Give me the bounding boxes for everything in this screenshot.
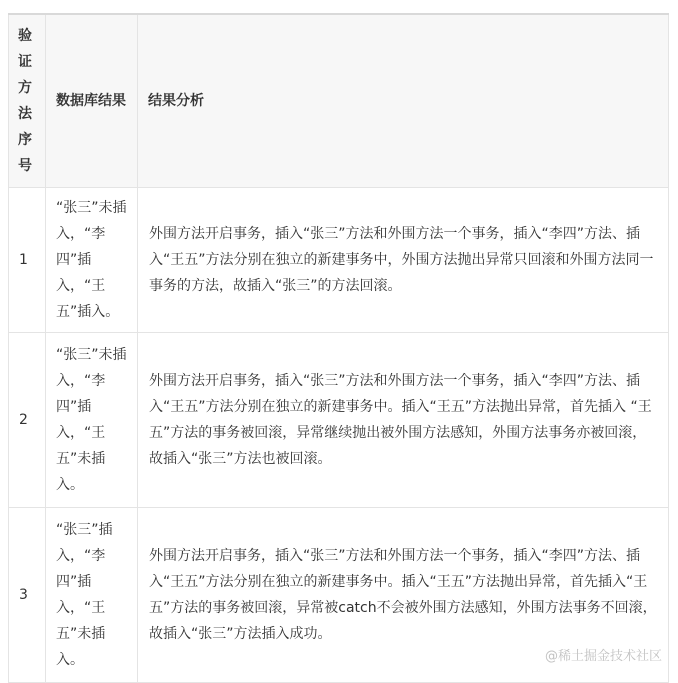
header-analysis xyxy=(138,14,669,188)
row-number: 1 xyxy=(19,252,28,268)
table-header xyxy=(9,14,669,188)
watermark: @稀土掘金技术社区 xyxy=(544,649,662,664)
row-number-cell xyxy=(9,188,46,333)
table-row xyxy=(9,333,669,508)
header-db-result-text: 数据库结果 xyxy=(56,93,126,109)
db-result-cell xyxy=(46,333,138,508)
header-method-number-text: 验证方法序号 xyxy=(18,28,32,174)
analysis-text: 外围方法开启事务，插入“张三”方法和外围方法一个事务，插入“李四”方法、插入“王五”方法分别在独立的新建事务中。插入“王五”方法抛出异常，首先插入“王五”方法的事务被回滚，异常被catch不会被外围方法感知，外围方法事务不回滚，故插入“张三”方法插入成功。 xyxy=(149,548,657,642)
db-result-text: “张三”插入，“李四”插入，“王五”未插入。 xyxy=(56,522,113,668)
db-result-cell xyxy=(46,508,138,683)
analysis-text: 外围方法开启事务，插入“张三”方法和外围方法一个事务，插入“李四”方法、插入“王五”方法分别在独立的新建事务中，外围方法抛出异常只回滚和外围方法同一事务的方法，故插入“张三”的方法回滚。 xyxy=(149,226,654,294)
results-table-container xyxy=(8,13,668,683)
header-method-number xyxy=(9,14,46,188)
row-number-cell xyxy=(9,333,46,508)
header-analysis-text: 结果分析 xyxy=(148,93,204,109)
table-row xyxy=(9,188,669,333)
db-result-cell xyxy=(46,188,138,333)
db-result-text: “张三”未插入，“李四”插入，“王五”未插入。 xyxy=(56,347,127,493)
analysis-text: 外围方法开启事务，插入“张三”方法和外围方法一个事务，插入“李四”方法、插入“王五”方法分别在独立的新建事务中。插入“王五”方法抛出异常，首先插入 “王五”方法的事务被回滚，异常继续抛出被外围方法感知，外围方法事务亦被回滚，故插入“张三”方法也被回滚。 xyxy=(149,373,652,467)
row-number: 2 xyxy=(19,412,28,428)
table-body xyxy=(9,188,669,683)
analysis-cell xyxy=(138,333,669,508)
row-number-cell xyxy=(9,508,46,683)
analysis-cell xyxy=(138,188,669,333)
row-number: 3 xyxy=(19,587,28,603)
header-db-result xyxy=(46,14,138,188)
header-row xyxy=(9,14,669,188)
db-result-text: “张三”未插入，“李四”插入，“王五”插入。 xyxy=(56,200,127,320)
results-table xyxy=(8,13,669,683)
